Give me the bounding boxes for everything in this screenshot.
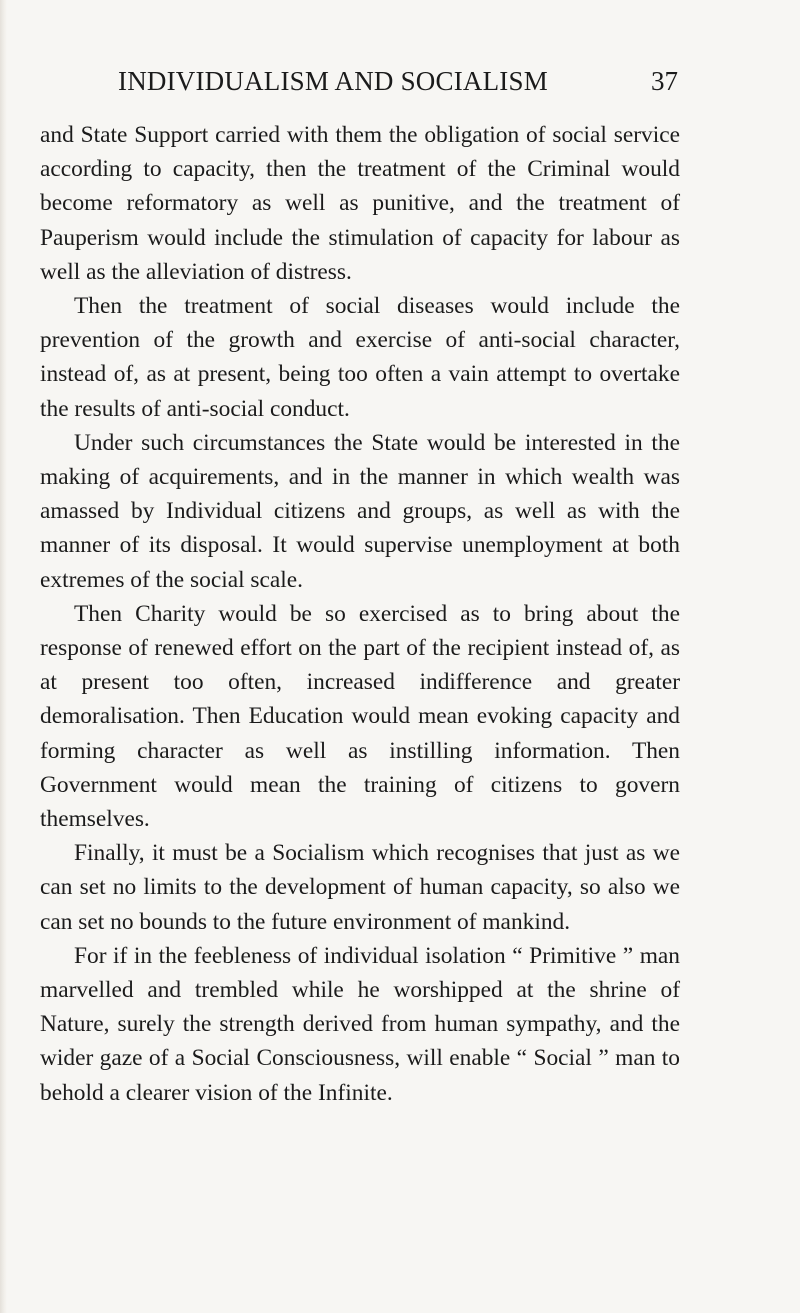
paragraph-state-interest: Under such circumstances the State would be interested in the making of acquirements, and in the manner in which wealth was amassed by Individual citizens and groups, as well as with the manner of its disposal. It would supervise unemployment at both extremes of the social scale.: [40, 429, 680, 593]
body-text: [40, 118, 680, 1110]
paragraph-conclusion: For if in the feebleness of individual isolation “ Primitive ” man marvelled and trembled while he worshipped at the shrine of Nature, surely the strength derived from human sympathy, and the wider gaze of a Social Consciousness, will enable “ Social ” man to behold a clearer vision of the Infinite.: [40, 942, 680, 1106]
paragraph-charity-education: Then Charity would be so exercised as to bring about the response of renewed effort on the part of the recipient instead of, as at present too often, increased indifference and greater demoralisation. Then Education would mean evoking capacity and forming character as well as instilling information. Then Government would mean the training of citizens to govern themselves.: [40, 600, 680, 833]
running-title: INDIVIDUALISM AND SOCIALISM: [118, 66, 548, 96]
page-number: 37: [651, 66, 678, 96]
paragraph-finally: Finally, it must be a Socialism which recognises that just as we can set no limits to the development of human capacity, so also we can set no bounds to the future environment of mankind.: [40, 840, 680, 935]
paragraph-social-diseases: Then the treatment of social diseases would include the prevention of the growth and exercise of anti-social character, instead of, as at present, being too often a vain attempt to overtake the results of anti-social conduct.: [40, 293, 680, 422]
running-header: [118, 66, 678, 106]
page-edge-shadow: [0, 0, 7, 1313]
paragraph-continuation: and State Support carried with them the obligation of social service according to capacity, then the treatment of the Criminal would become reformatory as well as punitive, and the treatment of Pauperism would include the stimulation of capacity for labour as well as the alleviation of distress.: [40, 122, 680, 285]
